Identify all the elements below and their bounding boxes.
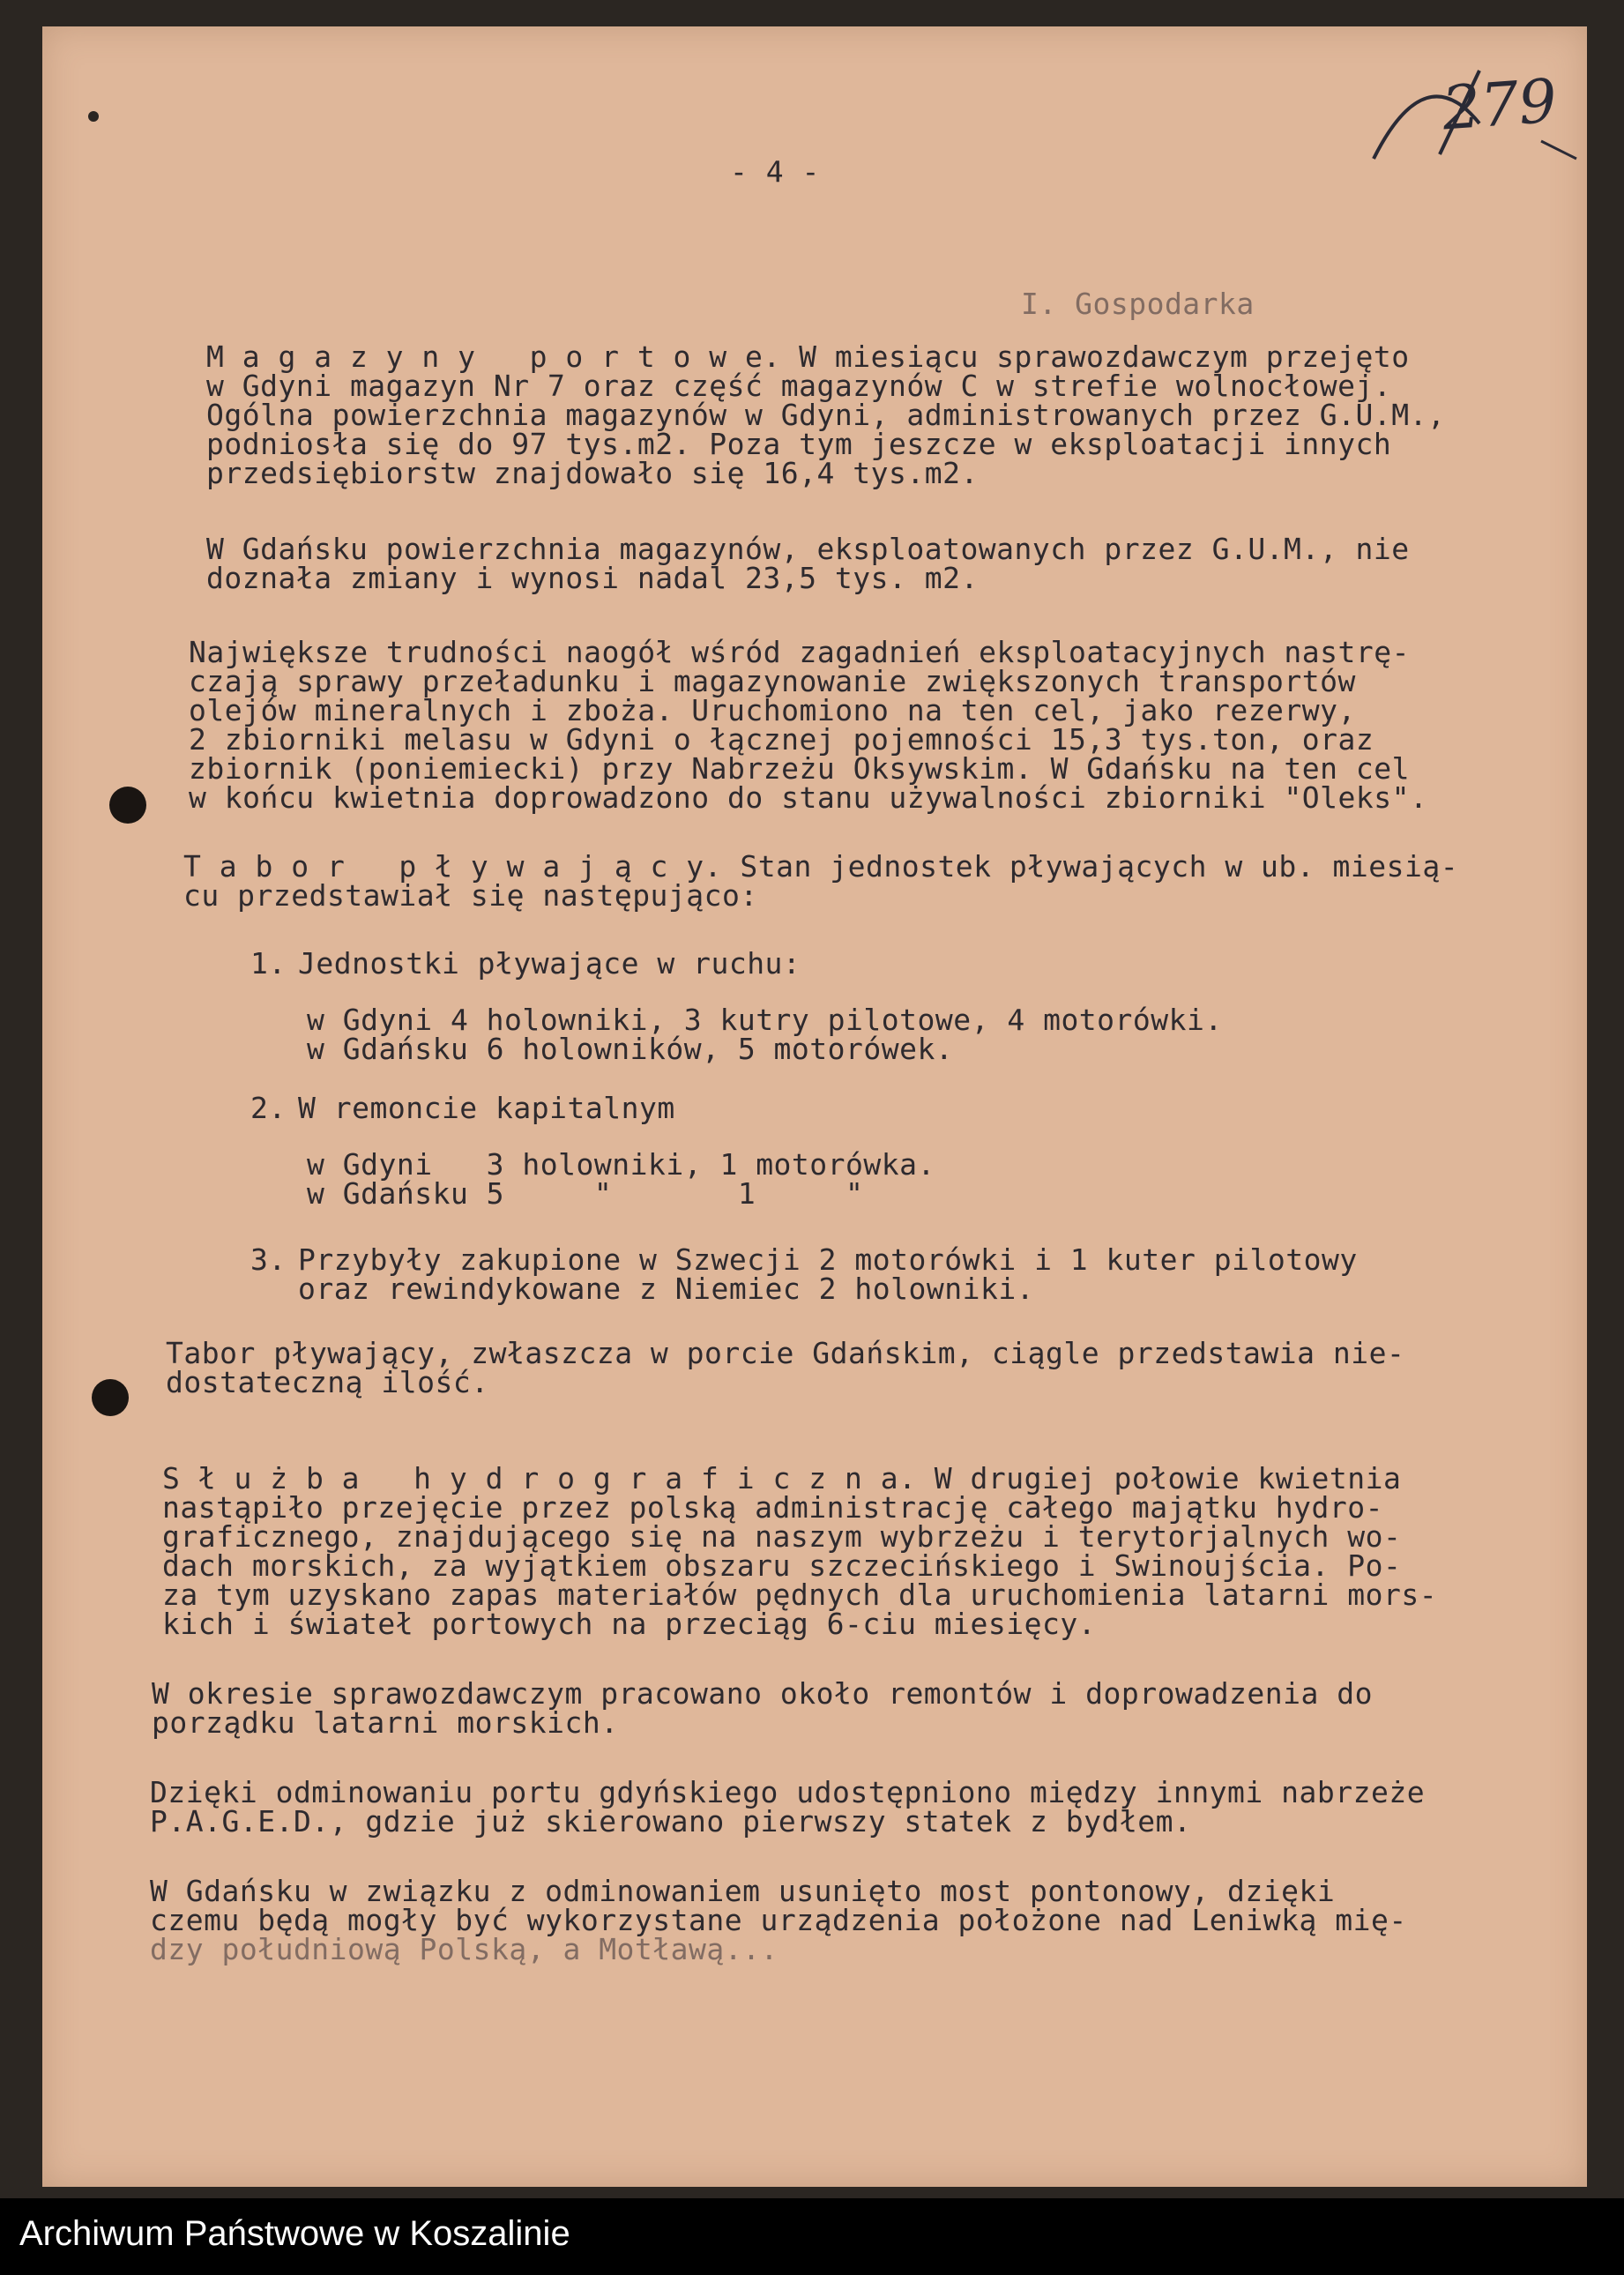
punch-hole-top: [109, 787, 146, 824]
text-line: oraz rewindykowane z Niemiec 2 holowniki.: [298, 1272, 1035, 1306]
list-number: 2.: [250, 1091, 287, 1125]
text-line: Ogólna powierzchnia magazynów w Gdyni, administrowanych przez G.U.M.,: [206, 398, 1446, 432]
text-line: P.A.G.E.D., gdzie już skierowano pierwszy statek z bydłem.: [150, 1804, 1192, 1839]
text-line: w Gdyni 4 holowniki, 3 kutry pilotowe, 4 motorówki.: [307, 1003, 1223, 1037]
text-line: W Gdańsku w związku z odminowaniem usunięto most pontonowy, dzięki: [150, 1874, 1336, 1908]
list-title: W remoncie kapitalnym: [298, 1091, 675, 1125]
text-line: cu przedstawiał się następująco:: [183, 878, 758, 913]
text-line: za tym uzyskano zapas materiałów pędnych dla uruchomienia latarni mors-: [162, 1578, 1438, 1612]
text-line: Największe trudności naogół wśród zagadnień eksploatacyjnych nastrę-: [189, 635, 1411, 669]
text-line: M a g a z y n y p o r t o w e. W miesiącu sprawozdawczym przejęto: [206, 339, 1410, 374]
list-number: 1.: [250, 946, 287, 981]
document-page: [42, 26, 1587, 2187]
text-line: dostateczną ilość.: [166, 1365, 489, 1399]
text-line: dach morskich, za wyjątkiem obszaru szczecińskiego i Swinoujścia. Po-: [162, 1548, 1402, 1583]
text-line: doznała zmiany i wynosi nadal 23,5 tys. m2.: [206, 561, 979, 595]
folio-number: 279: [1440, 66, 1560, 145]
text-line: T a b o r p ł y w a j ą c y. Stan jednostek pływających w ub. miesią-: [183, 849, 1459, 884]
text-line: W Gdańsku powierzchnia magazynów, eksploatowanych przez G.U.M., nie: [206, 532, 1410, 566]
text-line: czają sprawy przeładunku i magazynowanie zwiększonych transportów: [189, 664, 1356, 698]
page-number: - 4 -: [730, 154, 820, 189]
text-line: Tabor pływający, zwłaszcza w porcie Gdańskim, ciągle przedstawia nie-: [166, 1336, 1405, 1370]
text-line: czemu będą mogły być wykorzystane urządzenia położone nad Leniwką mię-: [150, 1903, 1407, 1937]
text-line: w Gdańsku 5 " 1 ": [307, 1176, 864, 1211]
text-line: S ł u ż b a h y d r o g r a f i c z n a. W drugiej połowie kwietnia: [162, 1461, 1402, 1496]
text-line: w Gdańsku 6 holowników, 5 motorówek.: [307, 1032, 954, 1066]
text-line: w końcu kwietnia doprowadzono do stanu używalności zbiorniki "Oleks".: [189, 780, 1428, 815]
text-line: graficznego, znajdującego się na naszym wybrzeżu i terytorjalnych wo-: [162, 1519, 1402, 1554]
text-line: olejów mineralnych i zboża. Uruchomiono na ten cel, jako rezerwy,: [189, 693, 1356, 727]
text-line: nastąpiło przejęcie przez polską administrację całego majątku hydro-: [162, 1490, 1384, 1525]
list-title: Przybyły zakupione w Szwecji 2 motorówki i 1 kuter pilotowy: [298, 1242, 1358, 1277]
text-line: dzy południową Polską, a Motławą...: [150, 1932, 778, 1966]
text-line: Dzięki odminowaniu portu gdyńskiego udostępniono między innymi nabrzeże: [150, 1775, 1426, 1809]
text-line: kich i świateł portowych na przeciąg 6-ciu miesięcy.: [162, 1607, 1097, 1641]
text-line: 2 zbiorniki melasu w Gdyni o łącznej pojemności 15,3 tys.ton, oraz: [189, 722, 1374, 757]
punch-hole-bottom: [92, 1379, 129, 1416]
archive-footer: [0, 2198, 1624, 2275]
text-line: w Gdyni 3 holowniki, 1 motorówka.: [307, 1147, 935, 1182]
margin-dot: [88, 111, 99, 122]
archive-label: Archiwum Państwowe w Koszalinie: [19, 2214, 570, 2253]
text-line: W okresie sprawozdawczym pracowano około remontów i doprowadzenia do: [152, 1676, 1374, 1711]
folio-strike-mark: [1356, 62, 1585, 185]
faint-header: I. Gospodarka: [1021, 287, 1255, 321]
text-line: w Gdyni magazyn Nr 7 oraz część magazynów C w strefie wolnocłowej.: [206, 369, 1392, 403]
text-line: porządku latarni morskich.: [152, 1705, 619, 1740]
text-line: przedsiębiorstw znajdowało się 16,4 tys.m2.: [206, 456, 979, 490]
text-line: podniosła się do 97 tys.m2. Poza tym jeszcze w eksploatacji innych: [206, 427, 1392, 461]
list-title: Jednostki pływające w ruchu:: [298, 946, 801, 981]
text-line: zbiornik (poniemiecki) przy Nabrzeżu Oksywskim. W Gdańsku na ten cel: [189, 751, 1411, 786]
list-number: 3.: [250, 1242, 287, 1277]
